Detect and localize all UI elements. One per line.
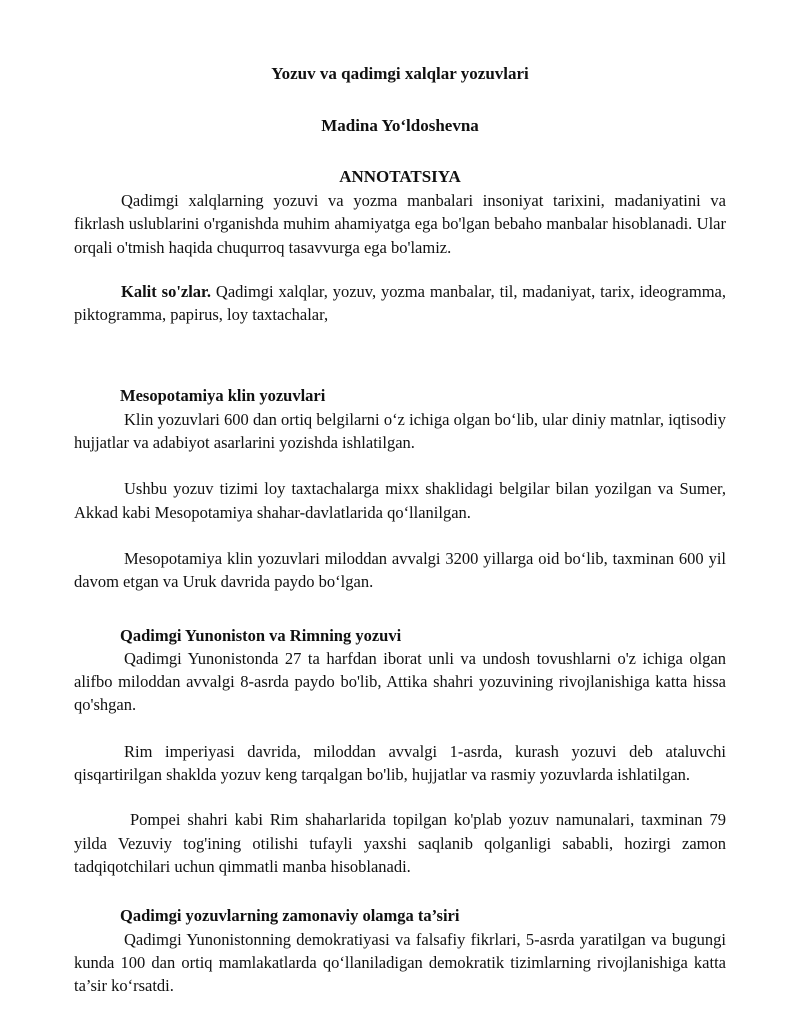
- section-heading-greece-rome: Qadimgi Yunoniston va Rimning yozuvi: [120, 625, 402, 645]
- section-paragraph: Ushbu yozuv tizimi loy taxtachalarga mixx shaklidagi belgilar bilan yozilgan va Sumer, Akkad kabi Mesopotamiya shahar-davlatlarida qo‘llanilgan.: [74, 479, 726, 522]
- paper-title: Yozuv va qadimgi xalqlar yozuvlari: [271, 64, 529, 83]
- section-paragraph: Qadimgi Yunonistonda 27 ta harfdan iborat unli va undosh tovushlarni o'z ichiga olgan alifbo miloddan avvalgi 8-asrda paydo bo'lib, Attika shahri yozuvining rivojlanishiga katta hissa qo'shgan.: [74, 648, 726, 715]
- section-heading-mesopotamia: Mesopotamiya klin yozuvlari: [120, 386, 326, 406]
- section-paragraph: Rim imperiyasi davrida, miloddan avvalgi 1-asrda, kurash yozuvi deb ataluvchi qisqartirilgan shaklda yozuv keng tarqalgan bo'lib, hujjatlar va rasmiy yozuvlarda ishlatilgan.: [74, 741, 726, 785]
- annotation-heading: ANNOTATSIYA: [339, 167, 461, 186]
- author-name: Madina Yo‘ldoshevna: [321, 116, 479, 135]
- section-paragraph: Mesopotamiya klin yozuvlari miloddan avvalgi 3200 yillarga oid bo‘lib, taxminan 600 yil davom etgan va Uruk davrida paydo bo‘lgan.: [74, 548, 726, 592]
- keywords-text: Qadimgi xalqlar, yozuv, yozma manbalar, til, madaniyat, tarix, ideogramma, piktogramma, papirus, loy taxtachalar,: [74, 281, 726, 325]
- section-heading-modern-influence: Qadimgi yozuvlarning zamonaviy olamga ta’siri: [120, 906, 460, 926]
- annotation-text: Qadimgi xalqlarning yozuvi va yozma manbalari insoniyat tarixini, madaniyatini va fikrlash uslublarini o'rganishda muhim ahamiyatga ega bo'lgan bebaho manbalar hisoblanadi. Ular orqali o'tmish haqida chuqurroq tasavvurga ega bo'lamiz.: [74, 191, 726, 257]
- section-paragraph: Pompei shahri kabi Rim shaharlarida topilgan ko'plab yozuv namunalari, taxminan 79 yilda Vezuviy tog'ining otilishi tufayli yaxshi saqlanib qolganligi sababli, hozirgi zamon tadqiqotchilari uchun qimmatli manba hisoblanadi.: [74, 810, 726, 876]
- keywords-label: Kalit so'zlar.: [121, 281, 211, 301]
- section-paragraph: Klin yozuvlari 600 dan ortiq belgilarni o‘z ichiga olgan bo‘lib, ular diniy matnlar, iqtisodiy hujjatlar va adabiyot asarlarini yozishda ishlatilgan.: [74, 409, 726, 453]
- keywords-paragraph: [74, 280, 726, 327]
- section-paragraph: Qadimgi Yunonistonning demokratiyasi va falsafiy fikrlari, 5-asrda yaratilgan va bugungi kunda 100 dan ortiq mamlakatlarda qo‘llaniladigan demokratik tizimlarning rivojlanishiga katta ta’sir ko‘rsatdi.: [74, 929, 726, 996]
- document-page: [74, 62, 726, 997]
